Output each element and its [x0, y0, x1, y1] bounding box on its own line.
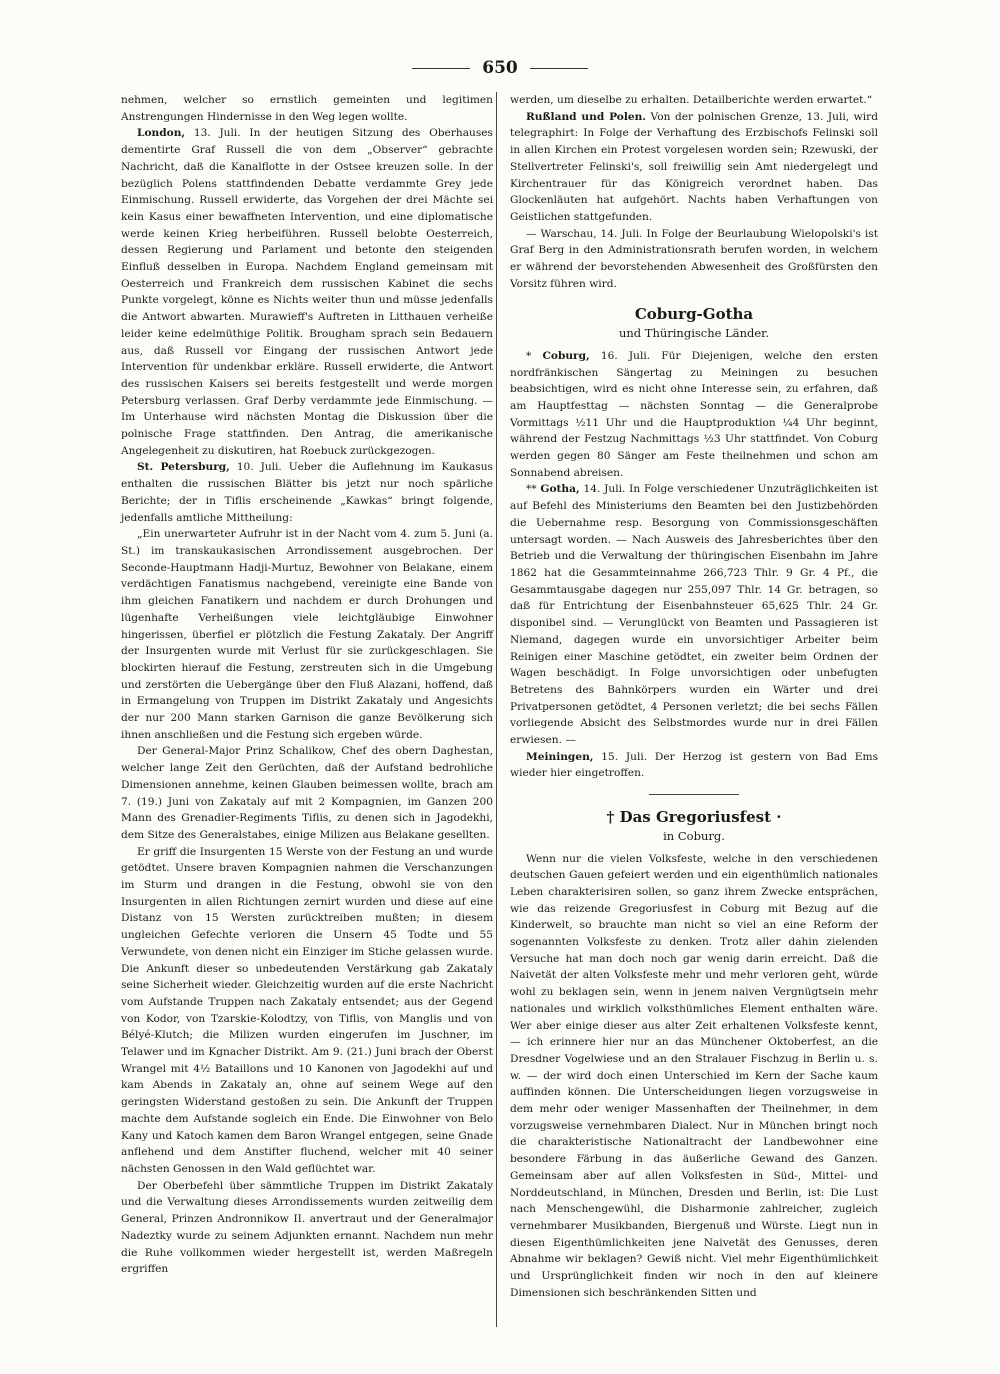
article-meiningen — [510, 749, 878, 782]
section-divider — [649, 794, 739, 795]
right-column — [510, 92, 878, 1302]
quote-paragraph-4: Der Oberbefehl über sämmtliche Truppen im Distrikt Zakataly und die Verwaltung dieses Arrondissements wurden zeitweilig dem General, Prinzen Andronnikow II. anvertraut und der Generalmajor Nadeztky wurde zu seinem Adjunkten ernannt. Nachdem nun mehr die Ruhe vollkommen wieder hergestellt ist, werden Maßregeln ergriffen — [121, 1179, 493, 1276]
dateline-gotha: Gotha, — [540, 483, 580, 496]
column-divider — [496, 92, 497, 1327]
feature-paragraph: Wenn nur die vielen Volksfeste, welche in den verschiedenen deutschen Gauen gefeiert werden und ein eigenthümlich nationales Leben charakterisiren sollen, so ganz ihrem Zwecke entsprächen, wie das reizende Gregoriusfest in Coburg mit Bezug auf die Kinderwelt, so brauchte man nicht so viel an eine Reform der sogenannten Volksfeste zu denken. Trotz aller dahin zielenden Versuche hat man doch noch gar wenig darin erreicht. Daß die Naivetät der alten Volksfeste mehr und mehr verloren geht, würde wohl zu beklagen sein, wenn in jenem naiven Vergnügtsein mehr nationales und wirklich volksthümliches Element enthalten wäre. Wer aber einige dieser aus alter Zeit erhaltenen Volksfeste kennt, — ich erinnere hier nur an das Münchener Oktoberfest, an die Dresdner Vogelwiese und an den Stralauer Fischzug in Berlin u. s. w. — der wird doch einen Unterschied im Kern der Sache kaum auffinden können. Die Unterscheidungen liegen vorzugsweise in dem mehr oder weniger Massenhaften der Theilnehmer, in dem vorzugsweise vernehmbaren Dialect. Nur in München bringt noch die charakteristische Nationaltracht der Landbewohner eine besondere Färbung in das äußerliche Gewand des Ganzen. Gemeinsam aber auf allen Volksfesten in Süd-, Mittel- und Norddeutschland, in München, Dresden und Berlin, ist: Die Lust nach Menschengewühl, die Disharmonie zahlreicher, zugleich vernehmbarer Musikbanden, Biergenuß und Würste. Liegt nun in diesen Eigenthümlichkeiten jene Naivetät des Genusses, deren Abnahme wir beklagen? Gewiß nicht. Viel mehr Eigenthümlichkeit und Ursprünglichkeit finden wir noch in den auf kleinere Dimensionen sich beschränkenden Sitten und — [510, 852, 878, 1299]
article-coburg — [510, 348, 878, 482]
quote-paragraph-1: „Ein unerwarteter Aufruhr ist in der Nacht vom 4. zum 5. Juni (a. St.) im transkaukasischen Arrondissement ausgebrochen. Der Seconde-Hauptmann Hadji-Murtuz, Bewohner von Belakane, einem verdächtigen Fanatismus nachgebend, vereinigte eine Bande von ihm gleichen Fanatikern und nachdem er durch Drohungen und lügenhafte Verheißungen viele leichtgläubige Einwohner hingerissen, überfiel er plötzlich die Festung Zakataly. Der Angriff der Insurgenten wurde mit Verlust für sie zurückgeschlagen. Sie blockirten hierauf die Festung, zerstreuten sich in die Umgebung und zerstörten die Uebergänge über den Fluß Alazani, hoffend, daß in Ermangelung von Truppen im Distrikt Zakataly und Angesichts der nur 200 Mann starken Garnison die ganze Bevölkerung sich ihnen anschließen und die Festung sich ergeben würde. — [121, 528, 493, 741]
dateline-coburg: Coburg, — [542, 349, 590, 362]
quote-paragraph-2: Der General-Major Prinz Schalikow, Chef des obern Daghestan, welcher lange Zeit den Gerüchten, daß der Aufstand bedrohliche Dimensionen annehme, keinen Glauben beimessen wollte, brach am 7. (19.) Juni von Zakataly auf mit 2 Kompagnien, im Ganzen 200 Mann des Grenadier-Regiments Tiflis, zu denen sich in Jagodekhi, dem Sitze des Generalstabes, einige Milizen aus Belakane gesellten. — [121, 745, 493, 841]
section-title: Coburg-Gotha — [634, 305, 754, 324]
paragraph-continuation: nehmen, welcher so ernstlich gemeinten und legitimen Anstrengungen Hindernisse in den Weg legen wollte. — [121, 94, 493, 123]
page-number-header — [0, 58, 1000, 78]
article-gotha — [510, 481, 878, 748]
left-column — [121, 92, 493, 1278]
article-london — [121, 125, 493, 459]
feature-subtitle: in Coburg. — [663, 828, 725, 843]
paragraph-continuation: werden, um dieselbe zu erhalten. Detailberichte werden erwartet.“ — [510, 94, 873, 106]
article-london-text: 13. Juli. In der heutigen Sitzung des Oberhauses dementirte Graf Russell die von dem „Observer“ gebrachte Nachricht, daß die Kanalflotte in der Ostsee kreuzen solle. In der bezüglich Polens stattfindenden Debatte verdammte Grey jede Einmischung. Russell erwiderte, das Vorgehen der drei Mächte sei kein Kasus einer bewaffneten Intervention, und eine diplomatische werde keinen Krieg herbeiführen. Russell belobte Oesterreich, dessen Regierung und Parlament und betonte den steigenden Einfluß desselben in Europa. Nachdem England gemeinsam mit Oesterreich und Frankreich dem russischen Kabinet die sechs Punkte vorgelegt, könne es Nichts weiter thun und müsse jedenfalls die Antwort abwarten. Murawieff's Auftreten in Litthauen verheiße leider keine edelmüthige Politik. Brougham sprach sein Bedauern aus, daß Russell vor Eingang der russischen Antwort jede Intervention für undenkbar erkläre. Russell erwiderte, die Antwort des russischen Kaisers sei bereits festgestellt und werde morgen Petersburg verlassen. Graf Derby verdammte jede Einmischung. — Im Unterhause wird nächsten Montag die Diskussion über die polnische Frage stattfinden. Den Antrag, die amerikanische Angelegenheit zu diskutiren, hat Roebuck zurückgezogen. — [121, 127, 493, 457]
gotha-marker: ** — [526, 483, 537, 496]
article-gotha-text: 14. Juli. In Folge verschiedener Unzuträglichkeiten ist auf Befehl des Ministeriums den Beamten bei den Justizbehörden die Uebernahme resp. Besorgung von Commissionsgeschäften untersagt worden. — Nach Ausweis des Jahresberichtes über den Betrieb und die Verwaltung der thüringischen Eisenbahn im Jahre 1862 hat die Gesammteinnahme 266,723 Thlr. 9 Gr. 4 Pf., die Gesammtausgabe dagegen nur 255,097 Thlr. 14 Gr. betragen, so daß für Entrichtung der Eisenbahnsteuer 65,625 Thlr. 24 Gr. disponibel sind. — Verunglückt von Beamten und Passagieren ist Niemand, dagegen wurde ein unvorsichtiger Arbeiter beim Reinigen einer Maschine getödtet, ein zweiter beim Ordnen der Wagen beschädigt. In Folge unvorsichtigen oder unbefugten Betretens des Bahnkörpers wurden ein Wärter und drei Privatpersonen getödtet, 4 Personen verletzt; die bei sechs Fällen vorliegende Absicht des Selbstmordes wurde nur in drei Fällen erwiesen. — — [510, 483, 878, 747]
article-coburg-text: 16. Juli. Für Diejenigen, welche den ersten nordfränkischen Sängertag zu Meiningen zu besuchen beabsichtigen, wird es nicht ohne Interesse sein, zu erfahren, daß am Hauptfesttag — nächsten Sonntag — die Generalprobe Vormittags ½11 Uhr und die Hauptproduktion ¼4 Uhr beginnt, während der Festzug Nachmittags ½3 Uhr stattfindet. Von Coburg werden gegen 80 Sänger am Feste theilnehmen und schon am Sonnabend abreisen. — [510, 349, 878, 479]
article-petersburg — [121, 459, 493, 526]
quote-paragraph-3: Er griff die Insurgenten 15 Werste von der Festung an und wurde getödtet. Unsere braven Kompagnien nahmen die Verschanzungen im Sturm und drangen in die Festung, obwohl sie von den Insurgenten in allen Richtungen zernirt wurden und diese auf eine Distanz von 15 Wersten zurücktreiben mußten; in diesem ungleichen Gefechte verloren die Unsern 45 Todte und 55 Verwundete, von denen nicht ein Einziger im Stiche gelassen wurde. Die Ankunft dieser so unbedeutenden Verstärkung gab Zakataly seine Sicherheit wieder. Gleichzeitig wurden auf die erste Nachricht vom Aufstande Truppen nach Zakataly entsendet; aus der Gegend von Kodor, von Tzarskie-Kolodtzy, von Tiflis, von Manglis und von Bélyé-Klutch; die Milizen wurden eingerufen im Juschner, im Telawer und im Kgnacher Distrikt. Am 9. (21.) Juni brach der Oberst Wrangel mit 4½ Bataillons und 10 Kanonen von Jagodekhi auf und kam Abends in Zakataly an, ohne auf seinem Wege auf den geringsten Widerstand gestoßen zu sein. Die Ankunft der Truppen machte dem Aufstande sogleich ein Ende. Die Einwohner von Belo Kany und Katoch kamen dem Baron Wrangel entgegen, seine Gnade anflehend und dem Anstifter fluchend, welcher mit 40 seiner nächsten Genossen in den Wald geflüchtet war. — [121, 845, 493, 1175]
header-rule-right — [530, 68, 588, 69]
coburg-marker: * — [526, 349, 532, 362]
dateline-russland: Rußland und Polen. — [526, 110, 646, 123]
article-warschau: — Warschau, 14. Juli. In Folge der Beurlaubung Wielopolski's ist Graf Berg in den Administrationsrath berufen worden, in welchem er während der bevorstehenden Abwesenheit des Großfürsten den Vorsitz führen wird. — [510, 227, 878, 290]
page-number: 650 — [482, 58, 518, 78]
feature-title: † Das Gregoriusfest · — [606, 808, 782, 827]
section-subtitle: und Thüringische Länder. — [618, 326, 770, 341]
header-rule-left — [412, 68, 470, 69]
article-russland — [510, 109, 878, 226]
dateline-meiningen: Meiningen, — [526, 750, 594, 763]
article-russland-text: Von der polnischen Grenze, 13. Juli, wird telegraphirt: In Folge der Verhaftung des Erzbischofs Felinski soll in allen Kirchen ein Protest vorgelesen worden sein; Rzewuski, der Stellvertreter Felinski's, soll freiwillig sein Amt niedergelegt und Kirchentrauer für das Königreich verordnet haben. Das Glockenläuten hat aufgehört. Nachts haben Verhaftungen von Geistlichen stattgefunden. — [510, 110, 878, 223]
dateline-london: London, — [137, 127, 186, 140]
article-meiningen-text: 15. Juli. Der Herzog ist gestern von Bad Ems wieder hier eingetroffen. — [510, 750, 879, 780]
dateline-petersburg: St. Petersburg, — [137, 461, 230, 474]
article-petersburg-text: 10. Juli. Ueber die Auflehnung im Kaukasus enthalten die russischen Blätter bis jetzt nur noch spärliche Berichte; der in Tiflis erscheinende „Kawkas“ bringt folgende, jedenfalls amtliche Mittheilung: — [121, 461, 493, 524]
